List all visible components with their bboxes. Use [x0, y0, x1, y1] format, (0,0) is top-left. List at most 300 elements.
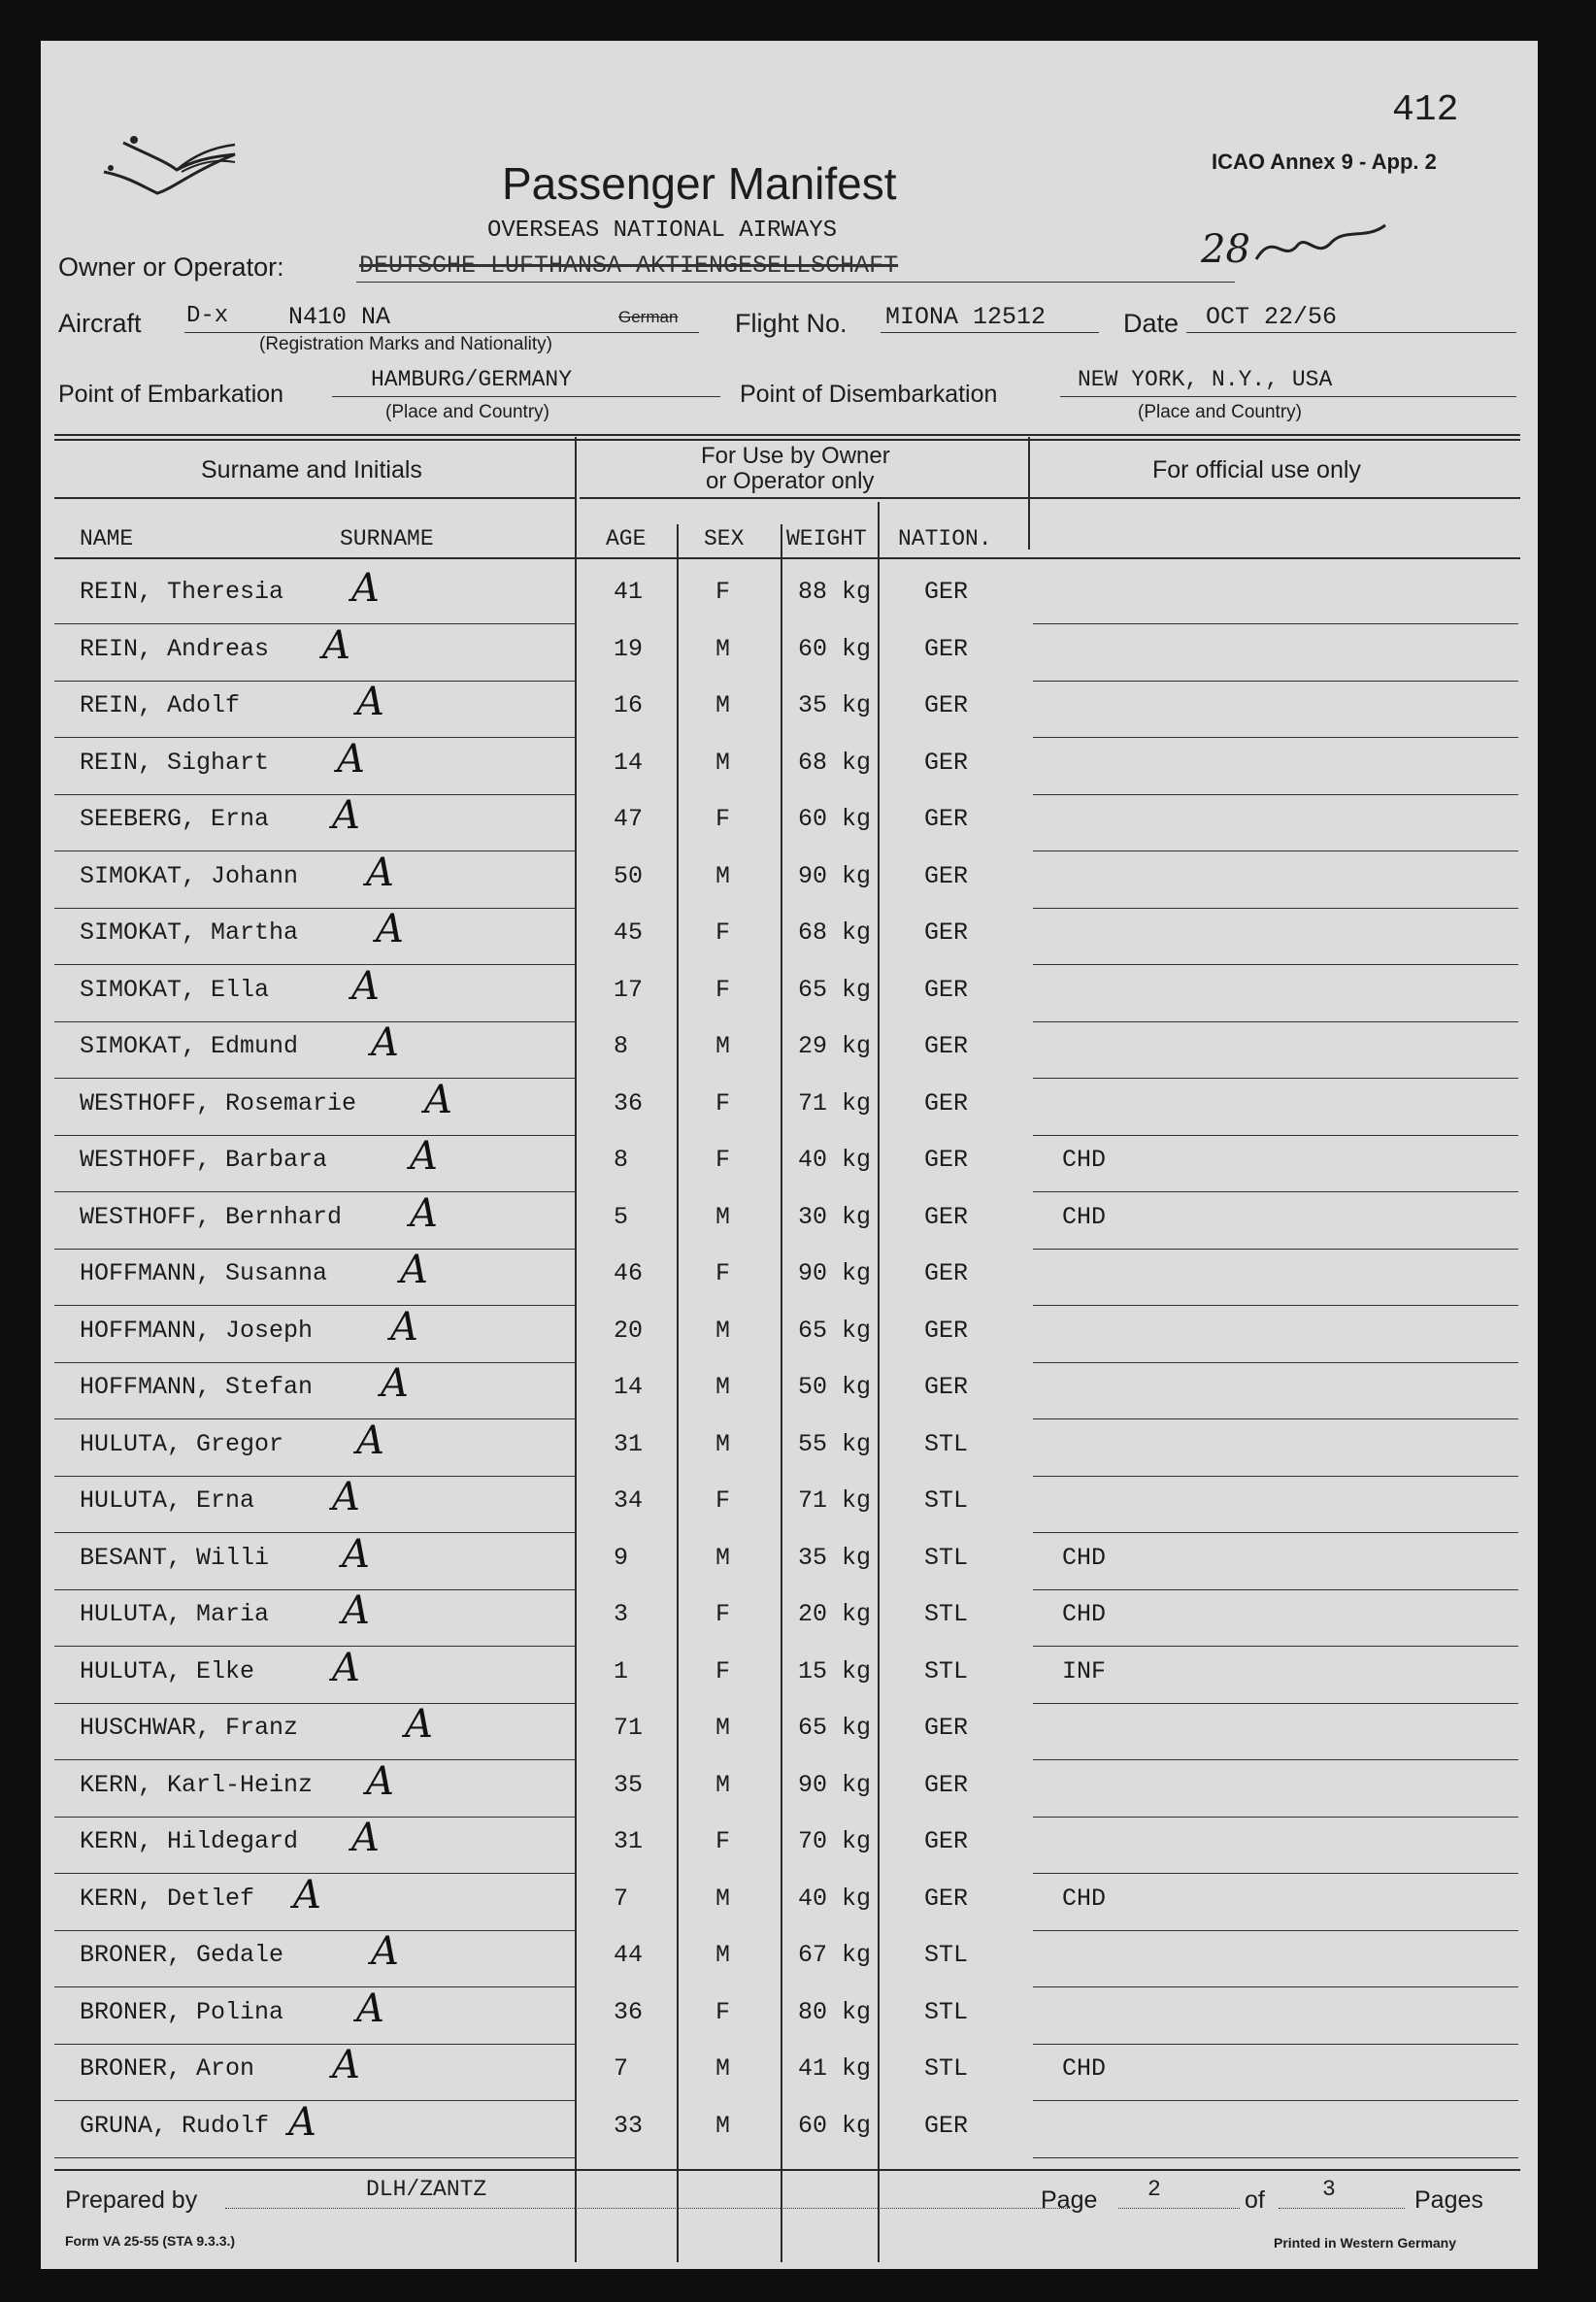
- table-row: [41, 1475, 1538, 1536]
- handwritten-mark: A: [332, 2043, 360, 2087]
- table-top-rule: [54, 434, 1520, 436]
- handwritten-mark: A: [337, 737, 365, 782]
- passenger-name: KERN, Detlef: [80, 1885, 255, 1913]
- passenger-name: HULUTA, Erna: [80, 1486, 255, 1515]
- row-rule-right: [1033, 1305, 1518, 1306]
- passenger-nation: GER: [924, 1885, 969, 1913]
- passenger-age: 19: [614, 635, 644, 663]
- table-row: [41, 851, 1538, 912]
- passenger-nation: GER: [924, 1771, 969, 1799]
- passenger-name: KERN, Karl-Heinz: [80, 1771, 314, 1799]
- row-rule-left: [54, 1930, 575, 1931]
- handwritten-mark: A: [371, 1929, 399, 1974]
- passenger-nation: STL: [924, 1657, 969, 1685]
- row-rule-right: [1033, 1873, 1518, 1874]
- passenger-weight: 55 kg: [798, 1430, 872, 1458]
- embark-value: HAMBURG/GERMANY: [371, 367, 573, 392]
- header-owner-line2: or Operator only: [706, 468, 875, 494]
- row-rule-left: [54, 1135, 575, 1136]
- passenger-nation: STL: [924, 2054, 969, 2083]
- row-rule-right: [1033, 1249, 1518, 1250]
- passenger-name: HULUTA, Elke: [80, 1657, 255, 1685]
- passenger-official-note: CHD: [1062, 1146, 1107, 1174]
- handwritten-scribble-icon: [1254, 220, 1390, 269]
- table-row: [41, 1020, 1538, 1082]
- passenger-name: SIMOKAT, Martha: [80, 918, 299, 947]
- table-bottom-rule: [54, 2169, 1520, 2171]
- handwritten-mark: A: [381, 1361, 409, 1406]
- passenger-sex: F: [715, 1486, 731, 1515]
- row-rule-left: [54, 1305, 575, 1306]
- passenger-sex: M: [715, 2112, 731, 2140]
- passenger-weight: 88 kg: [798, 578, 872, 606]
- passenger-nation: GER: [924, 2112, 969, 2140]
- handwritten-mark: A: [356, 1418, 384, 1463]
- passenger-age: 8: [614, 1032, 629, 1060]
- icao-reference: ICAO Annex 9 - App. 2: [1212, 150, 1437, 174]
- passenger-weight: 35 kg: [798, 1544, 872, 1572]
- passenger-sex: M: [715, 691, 731, 719]
- row-rule-left: [54, 1078, 575, 1079]
- passenger-name: SIMOKAT, Edmund: [80, 1032, 299, 1060]
- passenger-weight: 29 kg: [798, 1032, 872, 1060]
- row-rule-left: [54, 1703, 575, 1704]
- date-overwrite: 28: [1201, 227, 1250, 272]
- row-rule-right: [1033, 1476, 1518, 1477]
- table-row: [41, 1305, 1538, 1366]
- passenger-age: 46: [614, 1259, 644, 1287]
- row-rule-right: [1033, 1021, 1518, 1022]
- passenger-weight: 70 kg: [798, 1827, 872, 1855]
- passenger-official-note: CHD: [1062, 1885, 1107, 1913]
- owner-struck: DEUTSCHE LUFTHANSA AKTIENGESELLSCHAFT: [359, 251, 899, 280]
- table-row: [41, 1873, 1538, 1934]
- row-rule-left: [54, 1986, 575, 1987]
- passenger-nation: GER: [924, 578, 969, 606]
- passenger-nation: GER: [924, 1714, 969, 1742]
- table-row: [41, 1418, 1538, 1480]
- handwritten-mark: A: [356, 1986, 384, 2031]
- table-row: [41, 1646, 1538, 1707]
- passenger-official-note: INF: [1062, 1657, 1107, 1685]
- passenger-nation: GER: [924, 749, 969, 777]
- passenger-sex: M: [715, 1203, 731, 1231]
- flight-underline: [881, 332, 1099, 333]
- passenger-age: 45: [614, 918, 644, 947]
- row-rule-right: [1033, 1930, 1518, 1931]
- passenger-name: HOFFMANN, Joseph: [80, 1317, 314, 1345]
- passenger-weight: 60 kg: [798, 635, 872, 663]
- row-rule-left: [54, 794, 575, 795]
- passenger-name: BRONER, Polina: [80, 1998, 284, 2026]
- page-value: 2: [1147, 2177, 1161, 2202]
- row-rule-right: [1033, 908, 1518, 909]
- of-value: 3: [1322, 2177, 1336, 2202]
- passenger-name: GRUNA, Rudolf: [80, 2112, 270, 2140]
- passenger-age: 41: [614, 578, 644, 606]
- page-number: 412: [1392, 89, 1459, 131]
- handwritten-mark: A: [410, 1134, 438, 1179]
- passenger-name: HOFFMANN, Susanna: [80, 1259, 328, 1287]
- passenger-sex: F: [715, 805, 731, 833]
- passenger-age: 44: [614, 1941, 644, 1969]
- passenger-nation: GER: [924, 1146, 969, 1174]
- ink-dot: [130, 136, 138, 144]
- passenger-sex: M: [715, 862, 731, 890]
- passenger-weight: 90 kg: [798, 1259, 872, 1287]
- table-top-rule-2: [54, 439, 1520, 441]
- handwritten-mark: A: [351, 566, 380, 611]
- table-row: [41, 2043, 1538, 2104]
- passenger-sex: F: [715, 918, 731, 947]
- row-rule-left: [54, 1021, 575, 1022]
- disembark-value: NEW YORK, N.Y., USA: [1078, 367, 1333, 392]
- table-row: [41, 1702, 1538, 1763]
- passenger-nation: STL: [924, 1430, 969, 1458]
- header-surname: Surname and Initials: [201, 456, 422, 484]
- passenger-name: REIN, Adolf: [80, 691, 241, 719]
- passenger-name: BRONER, Aron: [80, 2054, 255, 2083]
- passenger-sex: F: [715, 578, 731, 606]
- row-rule-right: [1033, 1986, 1518, 1987]
- passenger-name: WESTHOFF, Barbara: [80, 1146, 328, 1174]
- passenger-sex: M: [715, 1317, 731, 1345]
- handwritten-mark: A: [332, 793, 360, 838]
- passenger-sex: M: [715, 749, 731, 777]
- aircraft-underline: [184, 332, 699, 333]
- passenger-weight: 20 kg: [798, 1600, 872, 1628]
- handwritten-mark: A: [293, 1873, 321, 1918]
- passenger-official-note: CHD: [1062, 1203, 1107, 1231]
- row-rule-right: [1033, 794, 1518, 795]
- row-rule-left: [54, 1191, 575, 1192]
- table-row: [41, 1248, 1538, 1309]
- passenger-weight: 65 kg: [798, 1714, 872, 1742]
- table-row: [41, 1361, 1538, 1422]
- passenger-sex: M: [715, 1373, 731, 1401]
- passenger-age: 7: [614, 1885, 629, 1913]
- disembark-caption: (Place and Country): [1138, 402, 1302, 422]
- table-row: [41, 1191, 1538, 1252]
- row-rule-left: [54, 681, 575, 682]
- passenger-nation: STL: [924, 1544, 969, 1572]
- row-rule-right: [1033, 1078, 1518, 1079]
- table-row: [41, 1986, 1538, 2048]
- passenger-name: HULUTA, Maria: [80, 1600, 270, 1628]
- passenger-age: 33: [614, 2112, 644, 2140]
- row-rule-left: [54, 1249, 575, 1250]
- header-rule-right: [580, 497, 1520, 499]
- of-label: of: [1245, 2186, 1265, 2214]
- passenger-age: 14: [614, 749, 644, 777]
- passenger-nation: GER: [924, 976, 969, 1004]
- handwritten-mark: A: [351, 1816, 380, 1860]
- column-header-name: NAME: [80, 526, 134, 551]
- passenger-age: 36: [614, 1089, 644, 1118]
- table-row: [41, 1078, 1538, 1139]
- passenger-nation: GER: [924, 1259, 969, 1287]
- row-rule-left: [54, 908, 575, 909]
- passenger-name: HUSCHWAR, Franz: [80, 1714, 299, 1742]
- passenger-weight: 65 kg: [798, 1317, 872, 1345]
- row-rule-right: [1033, 1532, 1518, 1533]
- column-header-sex: SEX: [704, 526, 745, 551]
- passenger-name: KERN, Hildegard: [80, 1827, 299, 1855]
- passenger-sex: F: [715, 1600, 731, 1628]
- passenger-weight: 41 kg: [798, 2054, 872, 2083]
- passenger-weight: 30 kg: [798, 1203, 872, 1231]
- passenger-sex: F: [715, 1998, 731, 2026]
- row-rule-left: [54, 1362, 575, 1363]
- column-header-age: AGE: [606, 526, 647, 551]
- passenger-official-note: CHD: [1062, 1600, 1107, 1628]
- handwritten-mark: A: [390, 1305, 418, 1350]
- passenger-weight: 71 kg: [798, 1089, 872, 1118]
- row-rule-left: [54, 1589, 575, 1590]
- passenger-nation: GER: [924, 862, 969, 890]
- table-row: [41, 1816, 1538, 1877]
- passenger-name: WESTHOFF, Rosemarie: [80, 1089, 357, 1118]
- passenger-name: REIN, Sighart: [80, 749, 270, 777]
- row-rule-right: [1033, 964, 1518, 965]
- passenger-nation: STL: [924, 1998, 969, 2026]
- row-rule-right: [1033, 1646, 1518, 1647]
- passenger-weight: 15 kg: [798, 1657, 872, 1685]
- table-row: [41, 907, 1538, 968]
- passenger-weight: 40 kg: [798, 1885, 872, 1913]
- passenger-nation: GER: [924, 691, 969, 719]
- row-rule-right: [1033, 2157, 1518, 2158]
- row-rule-left: [54, 2044, 575, 2045]
- passenger-sex: M: [715, 635, 731, 663]
- owner-underline: [356, 282, 1235, 283]
- table-row: [41, 623, 1538, 684]
- table-row: [41, 1759, 1538, 1820]
- handwritten-mark: A: [376, 907, 404, 951]
- passenger-nation: GER: [924, 918, 969, 947]
- column-header-nation: NATION.: [898, 526, 992, 551]
- handwritten-mark: A: [371, 1020, 399, 1065]
- passenger-nation: GER: [924, 805, 969, 833]
- row-rule-left: [54, 964, 575, 965]
- page-underline: [1118, 2208, 1240, 2209]
- row-rule-right: [1033, 2044, 1518, 2045]
- passenger-name: BESANT, Willi: [80, 1544, 270, 1572]
- aircraft-caption: (Registration Marks and Nationality): [259, 334, 553, 354]
- flight-number: MIONA 12512: [885, 303, 1047, 331]
- handwritten-mark: A: [342, 1532, 370, 1577]
- passenger-sex: M: [715, 2054, 731, 2083]
- column-divider-official: [1028, 437, 1030, 550]
- passenger-sex: F: [715, 1089, 731, 1118]
- row-rule-left: [54, 1532, 575, 1533]
- passenger-name: BRONER, Gedale: [80, 1941, 284, 1969]
- passenger-sex: M: [715, 1771, 731, 1799]
- passenger-weight: 90 kg: [798, 862, 872, 890]
- passenger-weight: 65 kg: [798, 976, 872, 1004]
- header-owner-line1: For Use by Owner: [701, 443, 890, 469]
- passenger-age: 31: [614, 1430, 644, 1458]
- passenger-sex: M: [715, 1032, 731, 1060]
- passenger-weight: 71 kg: [798, 1486, 872, 1515]
- table-row: [41, 1532, 1538, 1593]
- printed-in: Printed in Western Germany: [1274, 2235, 1457, 2251]
- passenger-nation: STL: [924, 1486, 969, 1515]
- table-row: [41, 1134, 1538, 1195]
- row-rule-right: [1033, 1703, 1518, 1704]
- date-value: OCT 22/56: [1206, 303, 1338, 331]
- row-rule-right: [1033, 1135, 1518, 1136]
- table-row: [41, 566, 1538, 627]
- embark-label: Point of Embarkation: [58, 381, 284, 408]
- passenger-sex: M: [715, 1941, 731, 1969]
- manifest-sheet: [41, 41, 1538, 2269]
- passenger-weight: 50 kg: [798, 1373, 872, 1401]
- aircraft-label: Aircraft: [58, 309, 142, 338]
- aircraft-registration: N410 NA: [288, 303, 391, 331]
- crane-logo-icon: [99, 133, 245, 201]
- table-row: [41, 793, 1538, 854]
- embark-caption: (Place and Country): [385, 402, 549, 422]
- handwritten-mark: A: [356, 680, 384, 724]
- passenger-age: 5: [614, 1203, 629, 1231]
- row-rule-right: [1033, 1191, 1518, 1192]
- passenger-sex: F: [715, 1146, 731, 1174]
- form-reference: Form VA 25-55 (STA 9.3.3.): [65, 2233, 236, 2249]
- row-rule-left: [54, 1817, 575, 1818]
- passenger-sex: F: [715, 1657, 731, 1685]
- passenger-weight: 67 kg: [798, 1941, 872, 1969]
- row-rule-right: [1033, 2100, 1518, 2101]
- passenger-nation: STL: [924, 1600, 969, 1628]
- header-official: For official use only: [1152, 456, 1361, 484]
- column-header-rule: [54, 557, 1520, 559]
- disembark-underline: [1060, 396, 1516, 397]
- passenger-weight: 60 kg: [798, 2112, 872, 2140]
- passenger-age: 35: [614, 1771, 644, 1799]
- row-rule-left: [54, 623, 575, 624]
- passenger-age: 16: [614, 691, 644, 719]
- row-rule-right: [1033, 623, 1518, 624]
- passenger-nation: GER: [924, 1373, 969, 1401]
- prepared-underline: [225, 2208, 1070, 2209]
- passenger-sex: F: [715, 976, 731, 1004]
- passenger-official-note: CHD: [1062, 1544, 1107, 1572]
- passenger-sex: F: [715, 1827, 731, 1855]
- passenger-nation: GER: [924, 1203, 969, 1231]
- passenger-age: 34: [614, 1486, 644, 1515]
- passenger-sex: M: [715, 1714, 731, 1742]
- passenger-nation: GER: [924, 1089, 969, 1118]
- row-rule-right: [1033, 1759, 1518, 1760]
- row-rule-right: [1033, 1418, 1518, 1419]
- passenger-weight: 80 kg: [798, 1998, 872, 2026]
- passenger-nation: STL: [924, 1941, 969, 1969]
- table-row: [41, 737, 1538, 798]
- passenger-weight: 68 kg: [798, 749, 872, 777]
- passenger-weight: 40 kg: [798, 1146, 872, 1174]
- embark-underline: [332, 396, 720, 397]
- passenger-weight: 90 kg: [798, 1771, 872, 1799]
- column-header-surname: SURNAME: [340, 526, 434, 551]
- date-label: Date: [1123, 309, 1180, 338]
- date-underline: [1186, 332, 1516, 333]
- table-row: [41, 1929, 1538, 1990]
- handwritten-mark: A: [351, 964, 380, 1009]
- passenger-name: REIN, Theresia: [80, 578, 284, 606]
- passenger-age: 3: [614, 1600, 629, 1628]
- column-header-weight: WEIGHT: [786, 526, 867, 551]
- of-underline: [1279, 2208, 1405, 2209]
- passenger-name: SIMOKAT, Ella: [80, 976, 270, 1004]
- passenger-nation: GER: [924, 635, 969, 663]
- passenger-sex: F: [715, 1259, 731, 1287]
- page-label: Page: [1041, 2186, 1098, 2214]
- operator-typed: OVERSEAS NATIONAL AIRWAYS: [487, 217, 838, 244]
- passenger-nation: GER: [924, 1032, 969, 1060]
- passenger-age: 50: [614, 862, 644, 890]
- aircraft-prefix: D-x: [186, 303, 229, 329]
- owner-label: Owner or Operator:: [58, 252, 284, 282]
- passenger-weight: 68 kg: [798, 918, 872, 947]
- prepared-value: DLH/ZANTZ: [366, 2177, 487, 2202]
- passenger-sex: M: [715, 1544, 731, 1572]
- row-rule-right: [1033, 1362, 1518, 1363]
- row-rule-left: [54, 1759, 575, 1760]
- aircraft-nationality: German: [618, 308, 679, 326]
- passenger-age: 7: [614, 2054, 629, 2083]
- table-row: [41, 964, 1538, 1025]
- passenger-sex: M: [715, 1430, 731, 1458]
- handwritten-mark: A: [366, 1759, 394, 1804]
- handwritten-mark: A: [424, 1078, 452, 1122]
- passenger-age: 1: [614, 1657, 629, 1685]
- passenger-name: SEEBERG, Erna: [80, 805, 270, 833]
- handwritten-mark: A: [410, 1191, 438, 1236]
- passenger-nation: GER: [924, 1317, 969, 1345]
- passenger-official-note: CHD: [1062, 2054, 1107, 2083]
- handwritten-mark: A: [332, 1475, 360, 1519]
- passenger-age: 8: [614, 1146, 629, 1174]
- passenger-age: 9: [614, 1544, 629, 1572]
- passenger-weight: 35 kg: [798, 691, 872, 719]
- row-rule-right: [1033, 681, 1518, 682]
- row-rule-left: [54, 2157, 575, 2158]
- row-rule-right: [1033, 1589, 1518, 1590]
- passenger-sex: M: [715, 1885, 731, 1913]
- row-rule-right: [1033, 1817, 1518, 1818]
- header-rule-left: [54, 497, 577, 499]
- row-rule-left: [54, 1646, 575, 1647]
- handwritten-mark: A: [342, 1588, 370, 1633]
- passenger-name: HULUTA, Gregor: [80, 1430, 284, 1458]
- table-row: [41, 680, 1538, 741]
- row-rule-left: [54, 737, 575, 738]
- passenger-name: REIN, Andreas: [80, 635, 270, 663]
- table-row: [41, 2100, 1538, 2161]
- passenger-name: SIMOKAT, Johann: [80, 862, 299, 890]
- passenger-age: 14: [614, 1373, 644, 1401]
- passenger-age: 20: [614, 1317, 644, 1345]
- row-rule-left: [54, 1476, 575, 1477]
- passenger-age: 36: [614, 1998, 644, 2026]
- handwritten-mark: A: [288, 2100, 316, 2145]
- passenger-name: HOFFMANN, Stefan: [80, 1373, 314, 1401]
- passenger-nation: GER: [924, 1827, 969, 1855]
- passenger-age: 71: [614, 1714, 644, 1742]
- row-rule-right: [1033, 737, 1518, 738]
- passenger-weight: 60 kg: [798, 805, 872, 833]
